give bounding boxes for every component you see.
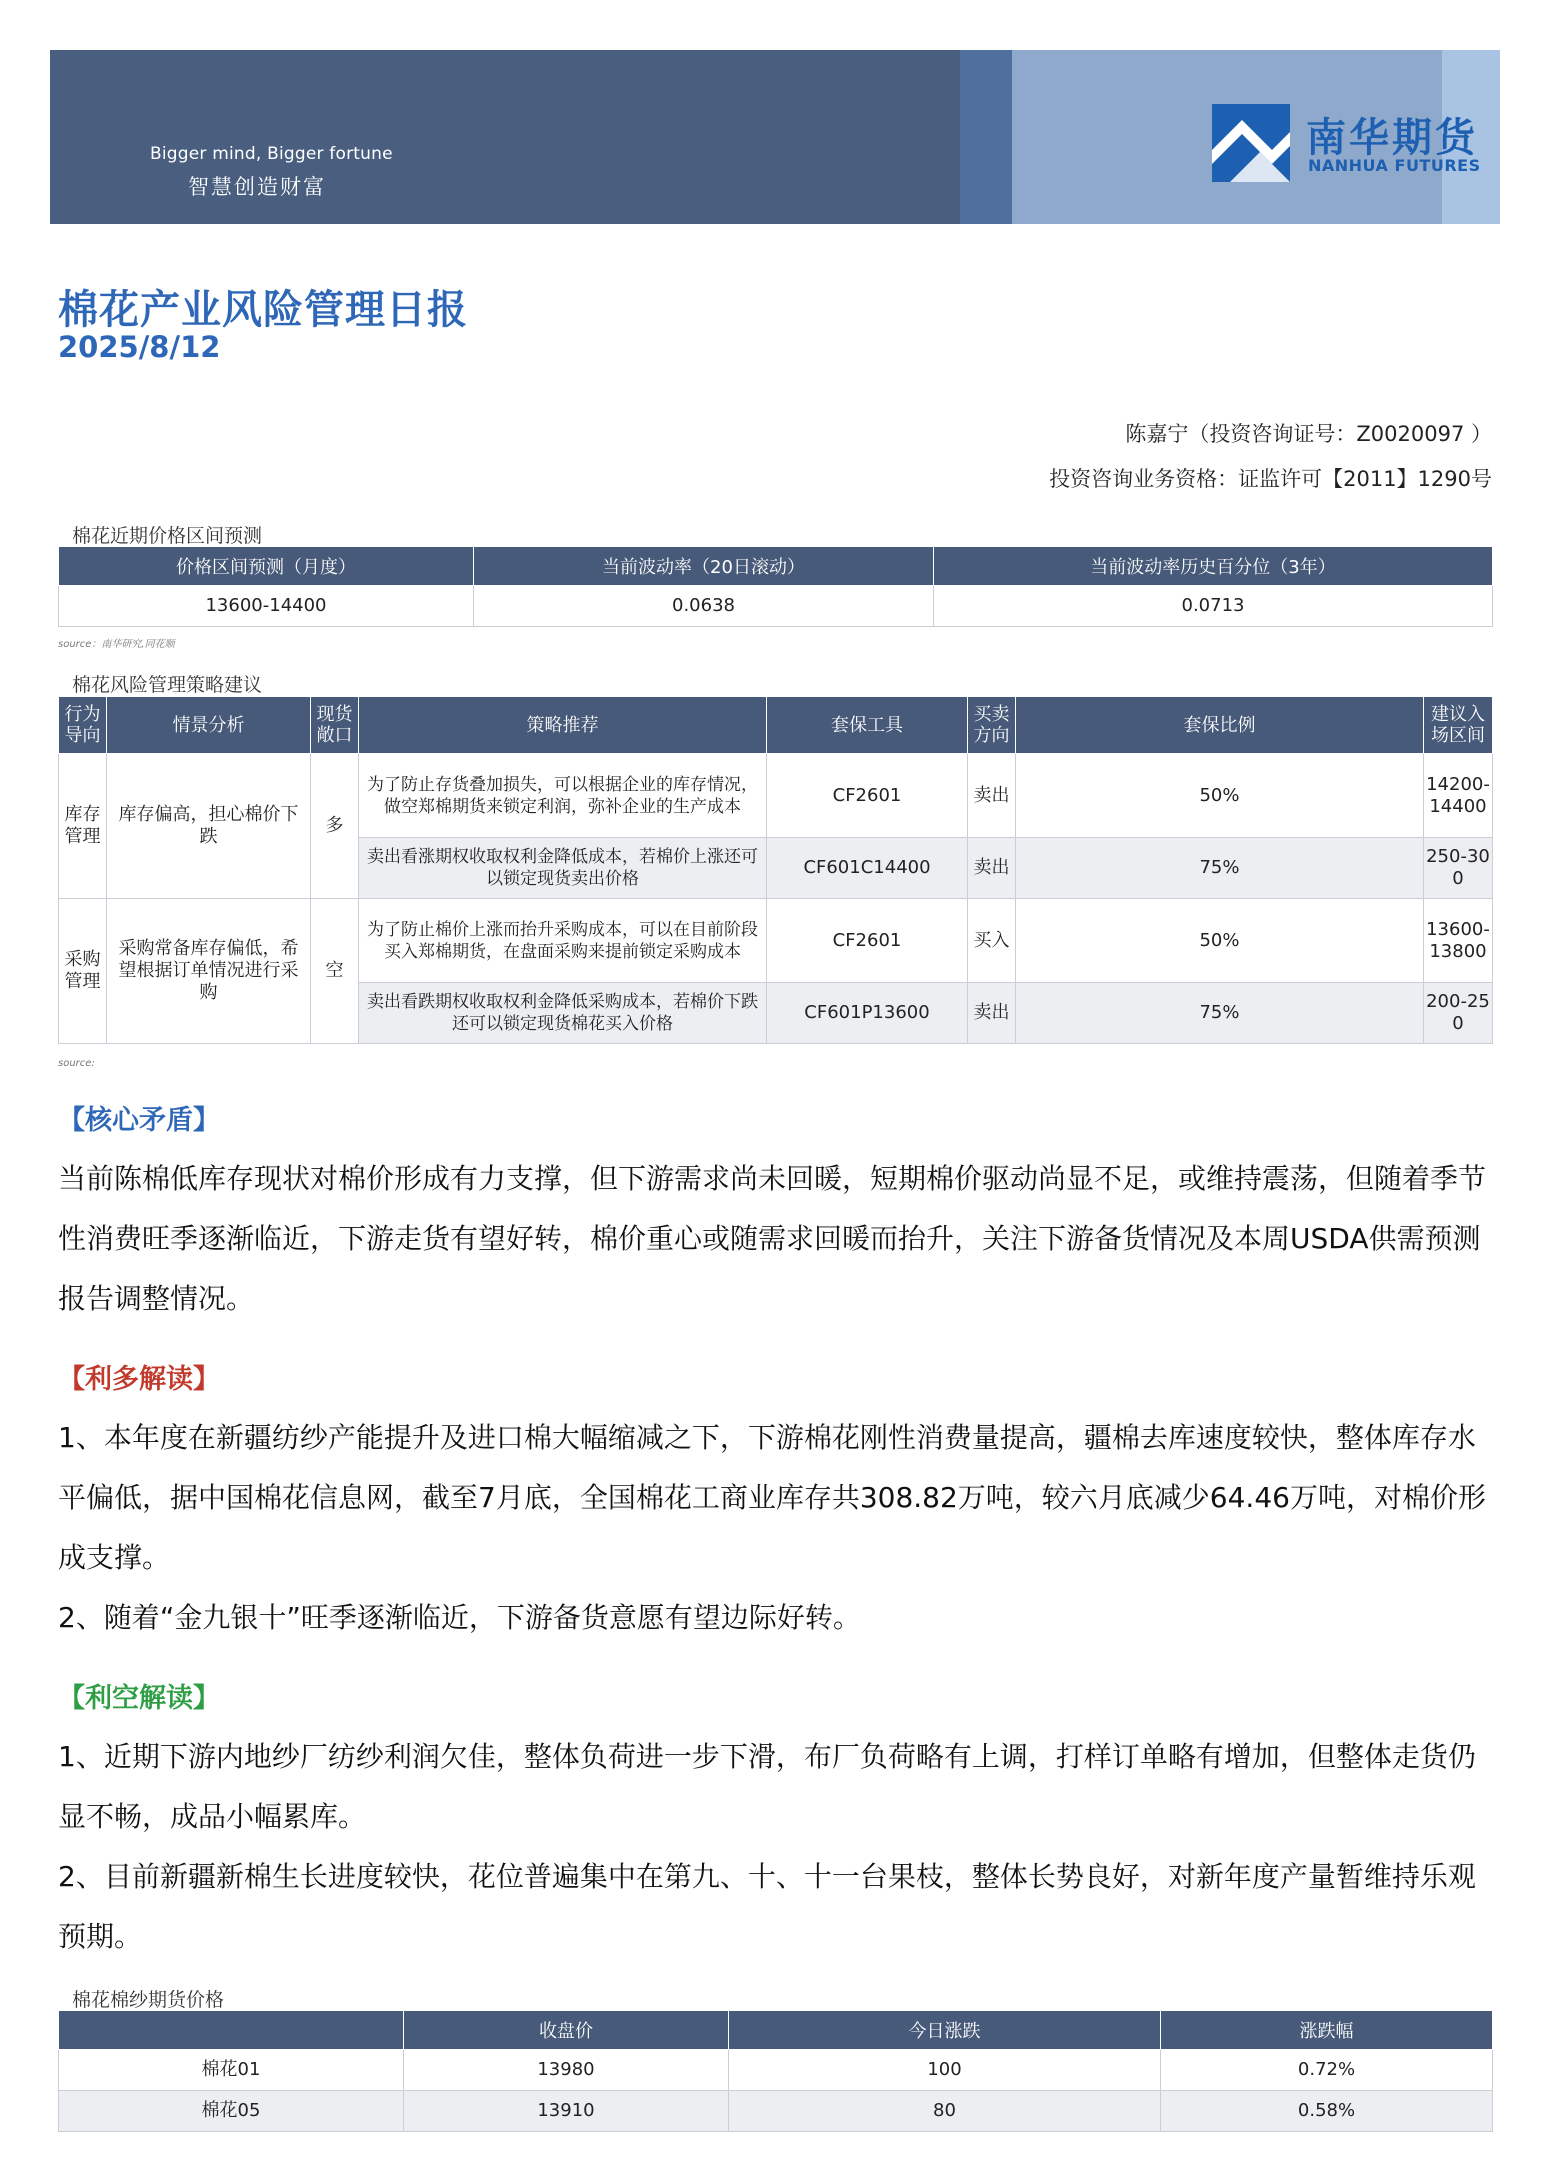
direction-cell: 卖出	[968, 754, 1016, 838]
bearish-item-2: 2、目前新疆新棉生长进度较快，花位普遍集中在第九、十、十一台果枝，整体长势良好，对新年度产量暂维持乐观预期。	[58, 1860, 1476, 1953]
source-note: source：南华研究,同花顺	[58, 639, 175, 650]
column-header: 买卖 方向	[968, 697, 1016, 754]
price-forecast-table	[58, 546, 1493, 627]
report-date: 2025/8/12	[58, 330, 221, 364]
scenario-cell: 库存偏高，担心棉价下跌	[107, 754, 311, 899]
bullish-item-1: 1、本年度在新疆纺纱产能提升及进口棉大幅缩减之下，下游棉花刚性消费量提高，疆棉去库速度较快，整体库存水平偏低，据中国棉花信息网，截至7月底，全国棉花工商业库存共308.82万吨，较六月底减少64.46万吨，对棉价形成支撑。	[58, 1421, 1486, 1574]
volatility-cell: 0.0638	[474, 586, 934, 627]
column-header: 涨跌幅	[1161, 2011, 1493, 2050]
ratio-cell: 50%	[1016, 899, 1424, 983]
volatility-percentile-cell: 0.0713	[934, 586, 1493, 627]
exposure-cell: 空	[311, 899, 359, 1044]
behavior-cell: 采购 管理	[59, 899, 107, 1044]
column-header: 价格区间预测（月度）	[59, 547, 474, 586]
column-header: 收盘价	[404, 2011, 729, 2050]
column-header: 当前波动率历史百分位（3年）	[934, 547, 1493, 586]
strategy-cell: 为了防止棉价上涨而抬升采购成本，可以在目前阶段买入郑棉期货，在盘面采购来提前锁定采购成本	[359, 899, 767, 983]
core-heading: 【核心矛盾】	[58, 1105, 220, 1136]
license-line: 投资咨询业务资格：证监许可【2011】1290号	[1049, 467, 1492, 491]
price-table-caption: 棉花近期价格区间预测	[72, 525, 263, 547]
tool-cell: CF601P13600	[767, 983, 968, 1044]
direction-cell: 卖出	[968, 983, 1016, 1044]
strategy-table	[58, 696, 1493, 1044]
table-row	[59, 899, 1493, 983]
nanhua-logo-icon	[1212, 104, 1290, 182]
strategy-table-caption: 棉花风险管理策略建议	[72, 674, 263, 696]
table-header-row	[59, 547, 1493, 586]
behavior-cell: 库存 管理	[59, 754, 107, 899]
entry-range-cell: 13600- 13800	[1424, 899, 1493, 983]
bearish-item-1: 1、近期下游内地纱厂纺纱利润欠佳，整体负荷进一步下滑，布厂负荷略有上调，打样订单略有增加，但整体走货仍显不畅，成品小幅累库。	[58, 1740, 1476, 1833]
logo-text-english: NANHUA FUTURES	[1308, 156, 1481, 175]
change-cell: 100	[729, 2050, 1161, 2091]
change-cell: 80	[729, 2091, 1161, 2132]
direction-cell: 卖出	[968, 838, 1016, 899]
strategy-cell: 卖出看涨期权收取权利金降低成本，若棉价上涨还可以锁定现货卖出价格	[359, 838, 767, 899]
entry-range-cell: 250-30 0	[1424, 838, 1493, 899]
strategy-cell: 为了防止存货叠加损失，可以根据企业的库存情况，做空郑棉期货来锁定利润，弥补企业的生产成本	[359, 754, 767, 838]
tool-cell: CF601C14400	[767, 838, 968, 899]
logo-text-chinese: 南华期货	[1306, 115, 1478, 161]
close-price-cell: 13980	[404, 2050, 729, 2091]
change-pct-cell: 0.72%	[1161, 2050, 1493, 2091]
entry-range-cell: 200-25 0	[1424, 983, 1493, 1044]
tool-cell: CF2601	[767, 754, 968, 838]
table-header-row	[59, 697, 1493, 754]
price-range-cell: 13600-14400	[59, 586, 474, 627]
column-header	[59, 2011, 404, 2050]
tool-cell: CF2601	[767, 899, 968, 983]
direction-cell: 买入	[968, 899, 1016, 983]
column-header: 今日涨跌	[729, 2011, 1161, 2050]
futures-price-table	[58, 2010, 1493, 2132]
contract-cell: 棉花01	[59, 2050, 404, 2091]
contract-cell: 棉花05	[59, 2091, 404, 2132]
ratio-cell: 50%	[1016, 754, 1424, 838]
source-note: source:	[58, 1058, 95, 1069]
author-line: 陈嘉宁（投资咨询证号：Z0020097 ）	[1125, 422, 1492, 446]
table-row	[59, 754, 1493, 838]
ratio-cell: 75%	[1016, 983, 1424, 1044]
core-paragraph: 当前陈棉低库存现状对棉价形成有力支撑，但下游需求尚未回暖，短期棉价驱动尚显不足，或维持震荡，但随着季节性消费旺季逐渐临近，下游走货有望好转，棉价重心或随需求回暖而抬升，关注下游备货情况及本周USDA供需预测报告调整情况。	[58, 1162, 1487, 1315]
column-header: 策略推荐	[359, 697, 767, 754]
slogan-chinese: 智慧创造财富	[188, 175, 326, 199]
strategy-cell: 卖出看跌期权收取权利金降低采购成本，若棉价下跌还可以锁定现货棉花买入价格	[359, 983, 767, 1044]
table-header-row	[59, 2011, 1493, 2050]
banner-stripe	[960, 50, 1012, 224]
column-header: 现货 敞口	[311, 697, 359, 754]
header-banner	[50, 50, 1500, 224]
column-header: 套保工具	[767, 697, 968, 754]
scenario-cell: 采购常备库存偏低，希望根据订单情况进行采购	[107, 899, 311, 1044]
bullish-heading: 【利多解读】	[58, 1364, 220, 1395]
futures-table-caption: 棉花棉纱期货价格	[72, 1989, 225, 2011]
close-price-cell: 13910	[404, 2091, 729, 2132]
exposure-cell: 多	[311, 754, 359, 899]
bearish-heading: 【利空解读】	[58, 1683, 220, 1714]
ratio-cell: 75%	[1016, 838, 1424, 899]
entry-range-cell: 14200- 14400	[1424, 754, 1493, 838]
report-title: 棉花产业风险管理日报	[58, 287, 468, 333]
column-header: 建议入 场区间	[1424, 697, 1493, 754]
slogan-english: Bigger mind, Bigger fortune	[150, 144, 393, 164]
table-row	[59, 2091, 1493, 2132]
change-pct-cell: 0.58%	[1161, 2091, 1493, 2132]
column-header: 行为 导向	[59, 697, 107, 754]
bullish-item-2: 2、随着“金九银十”旺季逐渐临近，下游备货意愿有望边际好转。	[58, 1601, 861, 1634]
table-row	[59, 586, 1493, 627]
column-header: 当前波动率（20日滚动）	[474, 547, 934, 586]
column-header: 情景分析	[107, 697, 311, 754]
column-header: 套保比例	[1016, 697, 1424, 754]
table-row	[59, 2050, 1493, 2091]
